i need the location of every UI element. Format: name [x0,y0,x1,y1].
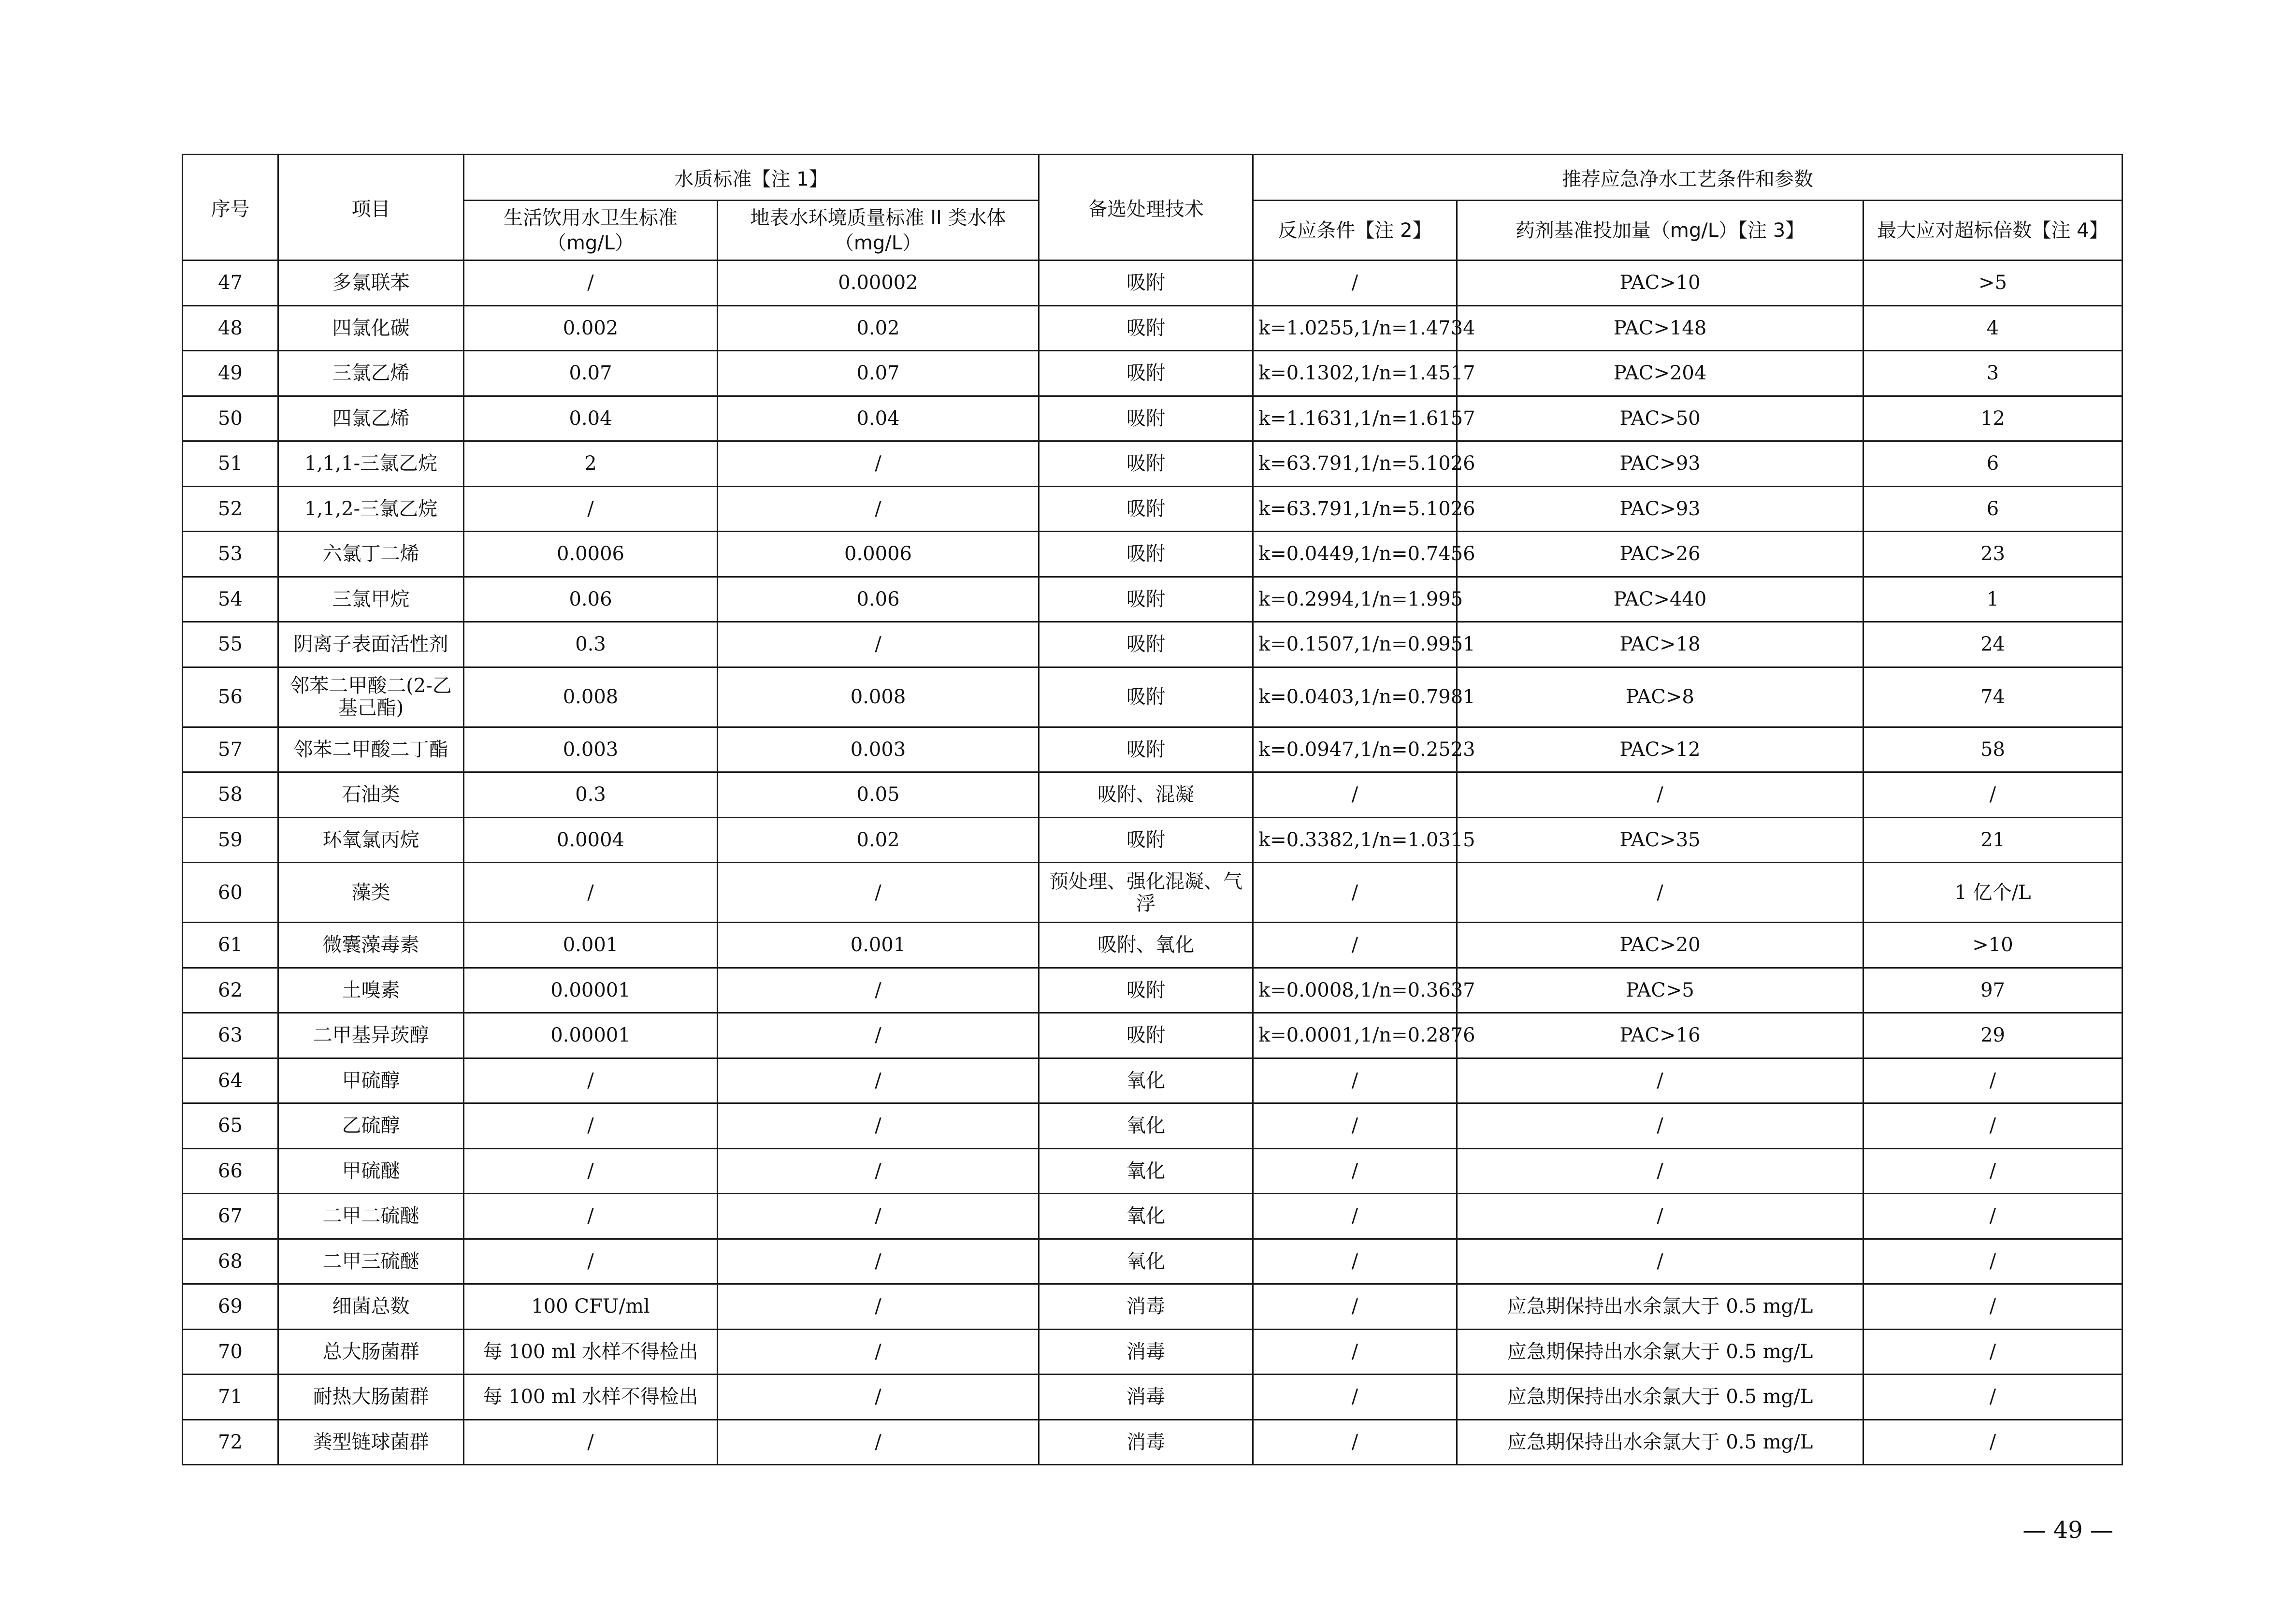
cell-tech: 吸附、氧化 [1039,923,1253,968]
cell-tech: 氧化 [1039,1103,1253,1149]
cell-reaction: / [1253,923,1457,968]
cell-max: 12 [1863,396,2123,441]
table-row [183,351,2123,396]
cell-tech: 吸附 [1039,305,1253,351]
cell-tech: 消毒 [1039,1419,1253,1465]
cell-surface: / [718,1375,1039,1420]
cell-drinking: 0.3 [464,772,718,818]
cell-reaction: k=0.2994,1/n=1.995 [1253,577,1457,622]
header-drinking-label: 生活饮用水卫生标准 [504,206,678,229]
cell-drinking: / [464,863,718,923]
cell-surface: 0.008 [718,667,1039,727]
cell-max: 4 [1863,305,2123,351]
cell-dosage: 应急期保持出水余氯大于 0.5 mg/L [1457,1375,1863,1420]
cell-drinking: 0.001 [464,923,718,968]
cell-drinking: 0.07 [464,351,718,396]
cell-max: 58 [1863,727,2123,772]
cell-no: 54 [183,577,278,622]
cell-surface: 0.001 [718,923,1039,968]
cell-max: / [1863,1058,2123,1103]
cell-max: >10 [1863,923,2123,968]
cell-tech: 吸附 [1039,727,1253,772]
cell-item: 细菌总数 [278,1284,464,1330]
cell-tech: 氧化 [1039,1148,1253,1194]
cell-tech: 吸附 [1039,396,1253,441]
header-drinking [464,201,718,261]
cell-surface: / [718,1329,1039,1375]
cell-reaction: / [1253,772,1457,818]
cell-tech: 吸附 [1039,622,1253,667]
table-row [183,1419,2123,1465]
cell-surface: / [718,863,1039,923]
cell-dosage: PAC>10 [1457,261,1863,306]
cell-surface: / [718,1194,1039,1239]
cell-item: 环氧氯丙烷 [278,817,464,863]
cell-tech: 氧化 [1039,1058,1253,1103]
document-page [182,154,2122,1465]
cell-max: / [1863,772,2123,818]
cell-drinking: 0.0006 [464,532,718,577]
table-row [183,532,2123,577]
cell-dosage: PAC>18 [1457,622,1863,667]
cell-surface: / [718,1284,1039,1330]
cell-no: 69 [183,1284,278,1330]
cell-item: 四氯乙烯 [278,396,464,441]
cell-drinking: / [464,1194,718,1239]
water-treatment-table [182,154,2123,1465]
cell-surface: / [718,486,1039,532]
cell-item: 四氯化碳 [278,305,464,351]
cell-reaction: / [1253,1194,1457,1239]
cell-no: 49 [183,351,278,396]
cell-reaction: k=0.1302,1/n=1.4517 [1253,351,1457,396]
cell-surface: 0.05 [718,772,1039,818]
cell-dosage: PAC>93 [1457,441,1863,487]
cell-max: 29 [1863,1013,2123,1058]
cell-surface: 0.0006 [718,532,1039,577]
cell-drinking: 0.3 [464,622,718,667]
cell-dosage: / [1457,1058,1863,1103]
cell-drinking: 每 100 ml 水样不得检出 [464,1375,718,1420]
cell-max: 21 [1863,817,2123,863]
table-row [183,622,2123,667]
cell-item: 二甲三硫醚 [278,1239,464,1284]
cell-dosage: / [1457,1194,1863,1239]
cell-dosage: PAC>5 [1457,968,1863,1013]
cell-max: >5 [1863,261,2123,306]
table-row [183,1329,2123,1375]
cell-max: / [1863,1419,2123,1465]
cell-tech: 吸附 [1039,532,1253,577]
cell-reaction: k=0.1507,1/n=0.9951 [1253,622,1457,667]
header-surface-unit: （mg/L） [834,232,922,254]
cell-reaction: k=0.0001,1/n=0.2876 [1253,1013,1457,1058]
table-row [183,923,2123,968]
cell-reaction: k=0.0403,1/n=0.7981 [1253,667,1457,727]
table-row [183,1239,2123,1284]
header-reaction: 反应条件【注 2】 [1253,201,1457,261]
cell-dosage: 应急期保持出水余氯大于 0.5 mg/L [1457,1419,1863,1465]
cell-dosage: / [1457,772,1863,818]
cell-dosage: PAC>35 [1457,817,1863,863]
cell-surface: / [718,1103,1039,1149]
cell-no: 68 [183,1239,278,1284]
cell-item: 藻类 [278,863,464,923]
cell-max: 3 [1863,351,2123,396]
cell-tech: 吸附 [1039,577,1253,622]
cell-surface: / [718,622,1039,667]
cell-no: 62 [183,968,278,1013]
cell-tech: 吸附、混凝 [1039,772,1253,818]
cell-surface: 0.02 [718,305,1039,351]
table-row [183,667,2123,727]
cell-reaction: k=0.0449,1/n=0.7456 [1253,532,1457,577]
cell-dosage: PAC>440 [1457,577,1863,622]
cell-max: / [1863,1239,2123,1284]
header-dosage: 药剂基准投加量（mg/L）【注 3】 [1457,201,1863,261]
cell-item: 甲硫醚 [278,1148,464,1194]
cell-no: 53 [183,532,278,577]
cell-item: 六氯丁二烯 [278,532,464,577]
cell-surface: / [718,1013,1039,1058]
cell-max: / [1863,1284,2123,1330]
table-row [183,1058,2123,1103]
cell-item: 三氯甲烷 [278,577,464,622]
cell-max: 1 [1863,577,2123,622]
cell-max: / [1863,1148,2123,1194]
cell-no: 57 [183,727,278,772]
cell-reaction: k=0.0008,1/n=0.3637 [1253,968,1457,1013]
cell-reaction: k=0.0947,1/n=0.2523 [1253,727,1457,772]
cell-surface: / [718,1148,1039,1194]
cell-surface: 0.00002 [718,261,1039,306]
cell-surface: / [718,1058,1039,1103]
cell-drinking: 0.008 [464,667,718,727]
header-surface [718,201,1039,261]
cell-max: / [1863,1103,2123,1149]
header-max-multiple: 最大应对超标倍数【注 4】 [1863,201,2123,261]
cell-max: / [1863,1375,2123,1420]
cell-dosage: / [1457,863,1863,923]
cell-max: 6 [1863,486,2123,532]
cell-item: 耐热大肠菌群 [278,1375,464,1420]
cell-reaction: / [1253,1148,1457,1194]
header-no: 序号 [183,155,278,261]
cell-max: 24 [1863,622,2123,667]
cell-dosage: PAC>26 [1457,532,1863,577]
cell-dosage: PAC>8 [1457,667,1863,727]
cell-reaction: k=0.3382,1/n=1.0315 [1253,817,1457,863]
cell-reaction: / [1253,1329,1457,1375]
cell-no: 55 [183,622,278,667]
cell-reaction: / [1253,1375,1457,1420]
cell-drinking: / [464,1419,718,1465]
cell-drinking: / [464,1239,718,1284]
cell-tech: 吸附 [1039,817,1253,863]
cell-tech: 吸附 [1039,968,1253,1013]
cell-dosage: 应急期保持出水余氯大于 0.5 mg/L [1457,1329,1863,1375]
cell-max: 6 [1863,441,2123,487]
cell-item: 邻苯二甲酸二丁酯 [278,727,464,772]
cell-drinking: 0.00001 [464,1013,718,1058]
header-surface-label: 地表水环境质量标准 II 类水体 [750,206,1006,229]
cell-item: 二甲二硫醚 [278,1194,464,1239]
cell-surface: 0.003 [718,727,1039,772]
cell-item: 1,1,2-三氯乙烷 [278,486,464,532]
table-row [183,727,2123,772]
cell-reaction: / [1253,863,1457,923]
cell-no: 63 [183,1013,278,1058]
cell-drinking: 0.00001 [464,968,718,1013]
table-row [183,305,2123,351]
cell-drinking: 0.002 [464,305,718,351]
cell-drinking: / [464,1148,718,1194]
cell-drinking: / [464,486,718,532]
cell-max: / [1863,1329,2123,1375]
cell-drinking: 0.06 [464,577,718,622]
cell-no: 58 [183,772,278,818]
cell-no: 48 [183,305,278,351]
header-item: 项目 [278,155,464,261]
header-standard-group: 水质标准【注 1】 [464,155,1039,201]
cell-dosage: PAC>148 [1457,305,1863,351]
cell-max: / [1863,1194,2123,1239]
cell-no: 66 [183,1148,278,1194]
table-row [183,396,2123,441]
cell-tech: 消毒 [1039,1329,1253,1375]
cell-dosage: PAC>12 [1457,727,1863,772]
header-process-group: 推荐应急净水工艺条件和参数 [1253,155,2123,201]
cell-dosage: PAC>16 [1457,1013,1863,1058]
cell-max: 97 [1863,968,2123,1013]
cell-item: 阴离子表面活性剂 [278,622,464,667]
cell-dosage: PAC>50 [1457,396,1863,441]
cell-max: 1 亿个/L [1863,863,2123,923]
cell-surface: 0.06 [718,577,1039,622]
cell-drinking: 0.04 [464,396,718,441]
cell-surface: 0.04 [718,396,1039,441]
table-row [183,1194,2123,1239]
cell-tech: 氧化 [1039,1239,1253,1284]
cell-item: 土嗅素 [278,968,464,1013]
cell-item: 粪型链球菌群 [278,1419,464,1465]
cell-no: 72 [183,1419,278,1465]
table-row [183,1375,2123,1420]
cell-dosage: 应急期保持出水余氯大于 0.5 mg/L [1457,1284,1863,1330]
header-drinking-unit: （mg/L） [547,232,635,254]
cell-no: 71 [183,1375,278,1420]
table-row [183,817,2123,863]
cell-item: 1,1,1-三氯乙烷 [278,441,464,487]
cell-item: 乙硫醇 [278,1103,464,1149]
cell-tech: 消毒 [1039,1284,1253,1330]
cell-dosage: / [1457,1148,1863,1194]
cell-reaction: / [1253,1103,1457,1149]
cell-tech: 消毒 [1039,1375,1253,1420]
cell-dosage: / [1457,1239,1863,1284]
cell-surface: 0.07 [718,351,1039,396]
cell-surface: / [718,968,1039,1013]
table-row [183,1103,2123,1149]
table-row [183,486,2123,532]
cell-tech: 预处理、强化混凝、气浮 [1039,863,1253,923]
cell-drinking: 每 100 ml 水样不得检出 [464,1329,718,1375]
cell-no: 64 [183,1058,278,1103]
table-row [183,577,2123,622]
cell-item: 微囊藻毒素 [278,923,464,968]
table-header [183,155,2123,261]
cell-tech: 吸附 [1039,486,1253,532]
cell-tech: 吸附 [1039,441,1253,487]
cell-max: 23 [1863,532,2123,577]
cell-drinking: / [464,261,718,306]
cell-max: 74 [1863,667,2123,727]
table-row [183,772,2123,818]
cell-reaction: k=63.791,1/n=5.1026 [1253,441,1457,487]
table-row [183,863,2123,923]
cell-drinking: 100 CFU/ml [464,1284,718,1330]
cell-no: 51 [183,441,278,487]
cell-surface: / [718,1419,1039,1465]
table-body [183,261,2123,1465]
cell-reaction: k=1.0255,1/n=1.4734 [1253,305,1457,351]
cell-tech: 吸附 [1039,261,1253,306]
table-row [183,968,2123,1013]
page-number: — 49 — [2022,1517,2113,1544]
cell-item: 多氯联苯 [278,261,464,306]
table-row [183,1148,2123,1194]
table-row [183,261,2123,306]
cell-item: 甲硫醇 [278,1058,464,1103]
cell-reaction: / [1253,1284,1457,1330]
cell-item: 邻苯二甲酸二(2-乙基己酯) [278,667,464,727]
cell-tech: 氧化 [1039,1194,1253,1239]
cell-no: 56 [183,667,278,727]
cell-no: 59 [183,817,278,863]
cell-dosage: PAC>20 [1457,923,1863,968]
cell-no: 70 [183,1329,278,1375]
cell-drinking: / [464,1103,718,1149]
cell-item: 三氯乙烯 [278,351,464,396]
header-technology: 备选处理技术 [1039,155,1253,261]
cell-no: 67 [183,1194,278,1239]
cell-surface: 0.02 [718,817,1039,863]
cell-drinking: 0.0004 [464,817,718,863]
cell-drinking: 0.003 [464,727,718,772]
cell-dosage: / [1457,1103,1863,1149]
cell-reaction: / [1253,1058,1457,1103]
cell-item: 石油类 [278,772,464,818]
cell-no: 47 [183,261,278,306]
cell-reaction: / [1253,1419,1457,1465]
cell-reaction: k=63.791,1/n=5.1026 [1253,486,1457,532]
cell-dosage: PAC>204 [1457,351,1863,396]
cell-drinking: / [464,1058,718,1103]
cell-no: 50 [183,396,278,441]
cell-tech: 吸附 [1039,351,1253,396]
cell-reaction: k=1.1631,1/n=1.6157 [1253,396,1457,441]
table-row [183,1013,2123,1058]
cell-drinking: 2 [464,441,718,487]
cell-no: 52 [183,486,278,532]
cell-no: 65 [183,1103,278,1149]
table-row [183,1284,2123,1330]
cell-no: 61 [183,923,278,968]
cell-tech: 吸附 [1039,1013,1253,1058]
cell-item: 二甲基异莰醇 [278,1013,464,1058]
cell-item: 总大肠菌群 [278,1329,464,1375]
cell-tech: 吸附 [1039,667,1253,727]
cell-surface: / [718,441,1039,487]
table-row [183,441,2123,487]
cell-surface: / [718,1239,1039,1284]
cell-no: 60 [183,863,278,923]
cell-reaction: / [1253,1239,1457,1284]
cell-reaction: / [1253,261,1457,306]
cell-dosage: PAC>93 [1457,486,1863,532]
